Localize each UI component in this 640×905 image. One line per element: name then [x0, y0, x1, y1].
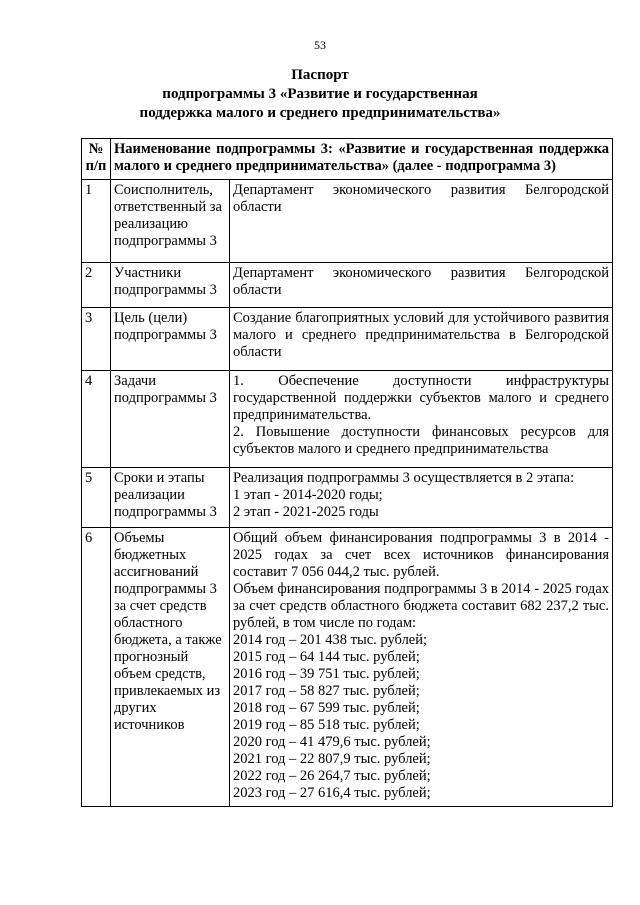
total-funding: Общий объем финансирования подпрограммы 3 в 2014 - 2025 годах за счет всех источников финансирования составит 7 056 044,2 тыс. рублей.	[233, 530, 609, 580]
header-number-cell: № п/п	[82, 139, 111, 180]
passport-table	[81, 138, 613, 807]
list-item: 2023 год – 27 616,4 тыс. рублей;	[233, 785, 431, 801]
row-value	[230, 468, 613, 528]
list-item: 2020 год – 41 479,6 тыс. рублей;	[233, 734, 431, 750]
row-name: Соисполнитель, ответственный за реализацию подпрограммы 3	[111, 180, 230, 263]
table-row	[82, 263, 613, 308]
list-item: 2019 год – 85 518 тыс. рублей;	[233, 717, 420, 733]
header-title-cell: Наименование подпрограммы 3: «Развитие и государственная поддержка малого и среднего предпринимательства» (далее - подпрограмма 3)	[111, 139, 613, 180]
table-row	[82, 180, 613, 263]
row-number: 2	[82, 263, 111, 308]
list-item: 2021 год – 22 807,9 тыс. рублей;	[233, 751, 431, 767]
row-name: Сроки и этапы реализации подпрограммы 3	[111, 468, 230, 528]
list-item: 2022 год – 26 264,7 тыс. рублей;	[233, 768, 431, 784]
row-name: Объемы бюджетных ассигнований подпрограммы 3 за счет средств областного бюджета, а также прогнозный объем средств, привлекаемых из других источников	[111, 528, 230, 807]
list-item: 2017 год – 58 827 тыс. рублей;	[233, 683, 420, 699]
table-row	[82, 468, 613, 528]
list-item: 2016 год – 39 751 тыс. рублей;	[233, 666, 420, 682]
stage-2: 2 этап - 2021-2025 годы	[233, 504, 379, 520]
row-name: Участники подпрограммы 3	[111, 263, 230, 308]
task-1: 1. Обеспечение доступности инфраструктуры государственной поддержки субъектов малого и среднего предпринимательства.	[233, 373, 609, 423]
table-row	[82, 308, 613, 371]
row-name: Цель (цели) подпрограммы 3	[111, 308, 230, 371]
row-value	[230, 528, 613, 807]
row-value: Департамент экономического развития Белгородской области	[230, 180, 613, 263]
row-value: Создание благоприятных условий для устойчивого развития малого и среднего предпринимательства в Белгородской области	[230, 308, 613, 371]
funding-by-year-list	[233, 632, 609, 802]
row-value: Департамент экономического развития Белгородской области	[230, 263, 613, 308]
row-number: 4	[82, 371, 111, 468]
table-row	[82, 371, 613, 468]
list-item: 2018 год – 67 599 тыс. рублей;	[233, 700, 420, 716]
title-line-2: подпрограммы 3 «Развитие и государственная	[162, 86, 478, 102]
title-line-3: поддержка малого и среднего предпринимательства»	[139, 105, 501, 121]
title-line-1: Паспорт	[291, 67, 349, 83]
row-name: Задачи подпрограммы 3	[111, 371, 230, 468]
document-title	[0, 66, 640, 123]
task-2: 2. Повышение доступности финансовых ресурсов для субъектов малого и среднего предпринимательства	[233, 424, 609, 457]
row-number: 5	[82, 468, 111, 528]
table-row	[82, 528, 613, 807]
row-number: 1	[82, 180, 111, 263]
regional-funding: Объем финансирования подпрограммы 3 в 2014 - 2025 годах за счет средств областного бюджета составит 682 237,2 тыс. рублей, в том числе по годам:	[233, 581, 609, 631]
stages-intro: Реализация подпрограммы 3 осуществляется в 2 этапа:	[233, 470, 575, 486]
table-header-row	[82, 139, 613, 180]
stage-1: 1 этап - 2014-2020 годы;	[233, 487, 383, 503]
row-number: 6	[82, 528, 111, 807]
row-number: 3	[82, 308, 111, 371]
page-number: 53	[314, 38, 326, 52]
list-item: 2015 год – 64 144 тыс. рублей;	[233, 649, 420, 665]
row-value	[230, 371, 613, 468]
list-item: 2014 год – 201 438 тыс. рублей;	[233, 632, 428, 648]
